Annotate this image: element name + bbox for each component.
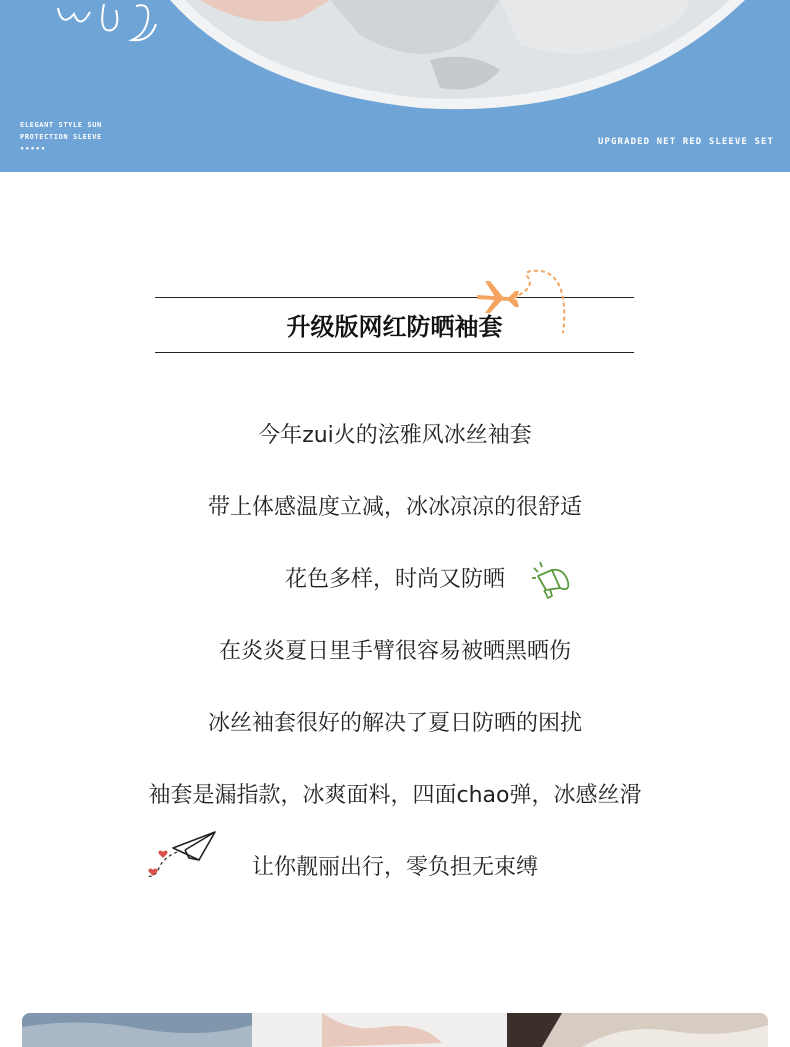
section-title: 升级版网红防晒袖套 <box>286 313 503 341</box>
banner-caption-left-line1: ELEGANT STYLE SUN <box>20 121 102 129</box>
airplane-icon <box>473 267 573 337</box>
body-line-3: 花色多样，时尚又防晒 <box>284 567 505 592</box>
banner-caption-left <box>20 119 102 155</box>
top-banner <box>0 0 790 172</box>
body-line-7: 让你靓丽出行，零负担无束缚 <box>251 855 538 880</box>
banner-caption-right: UPGRADED NET RED SLEEVE SET <box>598 137 774 147</box>
body-line-5: 冰丝袖套很好的解决了夏日防晒的困扰 <box>207 711 582 736</box>
body-line-6: 袖套是漏指款，冰爽面料，四面chao弹，冰感丝滑 <box>148 783 642 808</box>
banner-caption-left-line2: PROTECTION SLEEVE <box>20 133 102 141</box>
body-line-2: 带上体感温度立减，冰冰凉凉的很舒适 <box>207 495 582 520</box>
paper-plane-icon <box>143 828 223 884</box>
body-line-4: 在炎炎夏日里手臂很容易被晒黑晒伤 <box>218 639 571 664</box>
megaphone-icon <box>530 558 576 604</box>
banner-caption-dots: ••••• <box>20 145 47 153</box>
body-line-1: 今年zui火的泫雅风冰丝袖套 <box>258 423 532 448</box>
product-photo-strip <box>22 1013 768 1047</box>
